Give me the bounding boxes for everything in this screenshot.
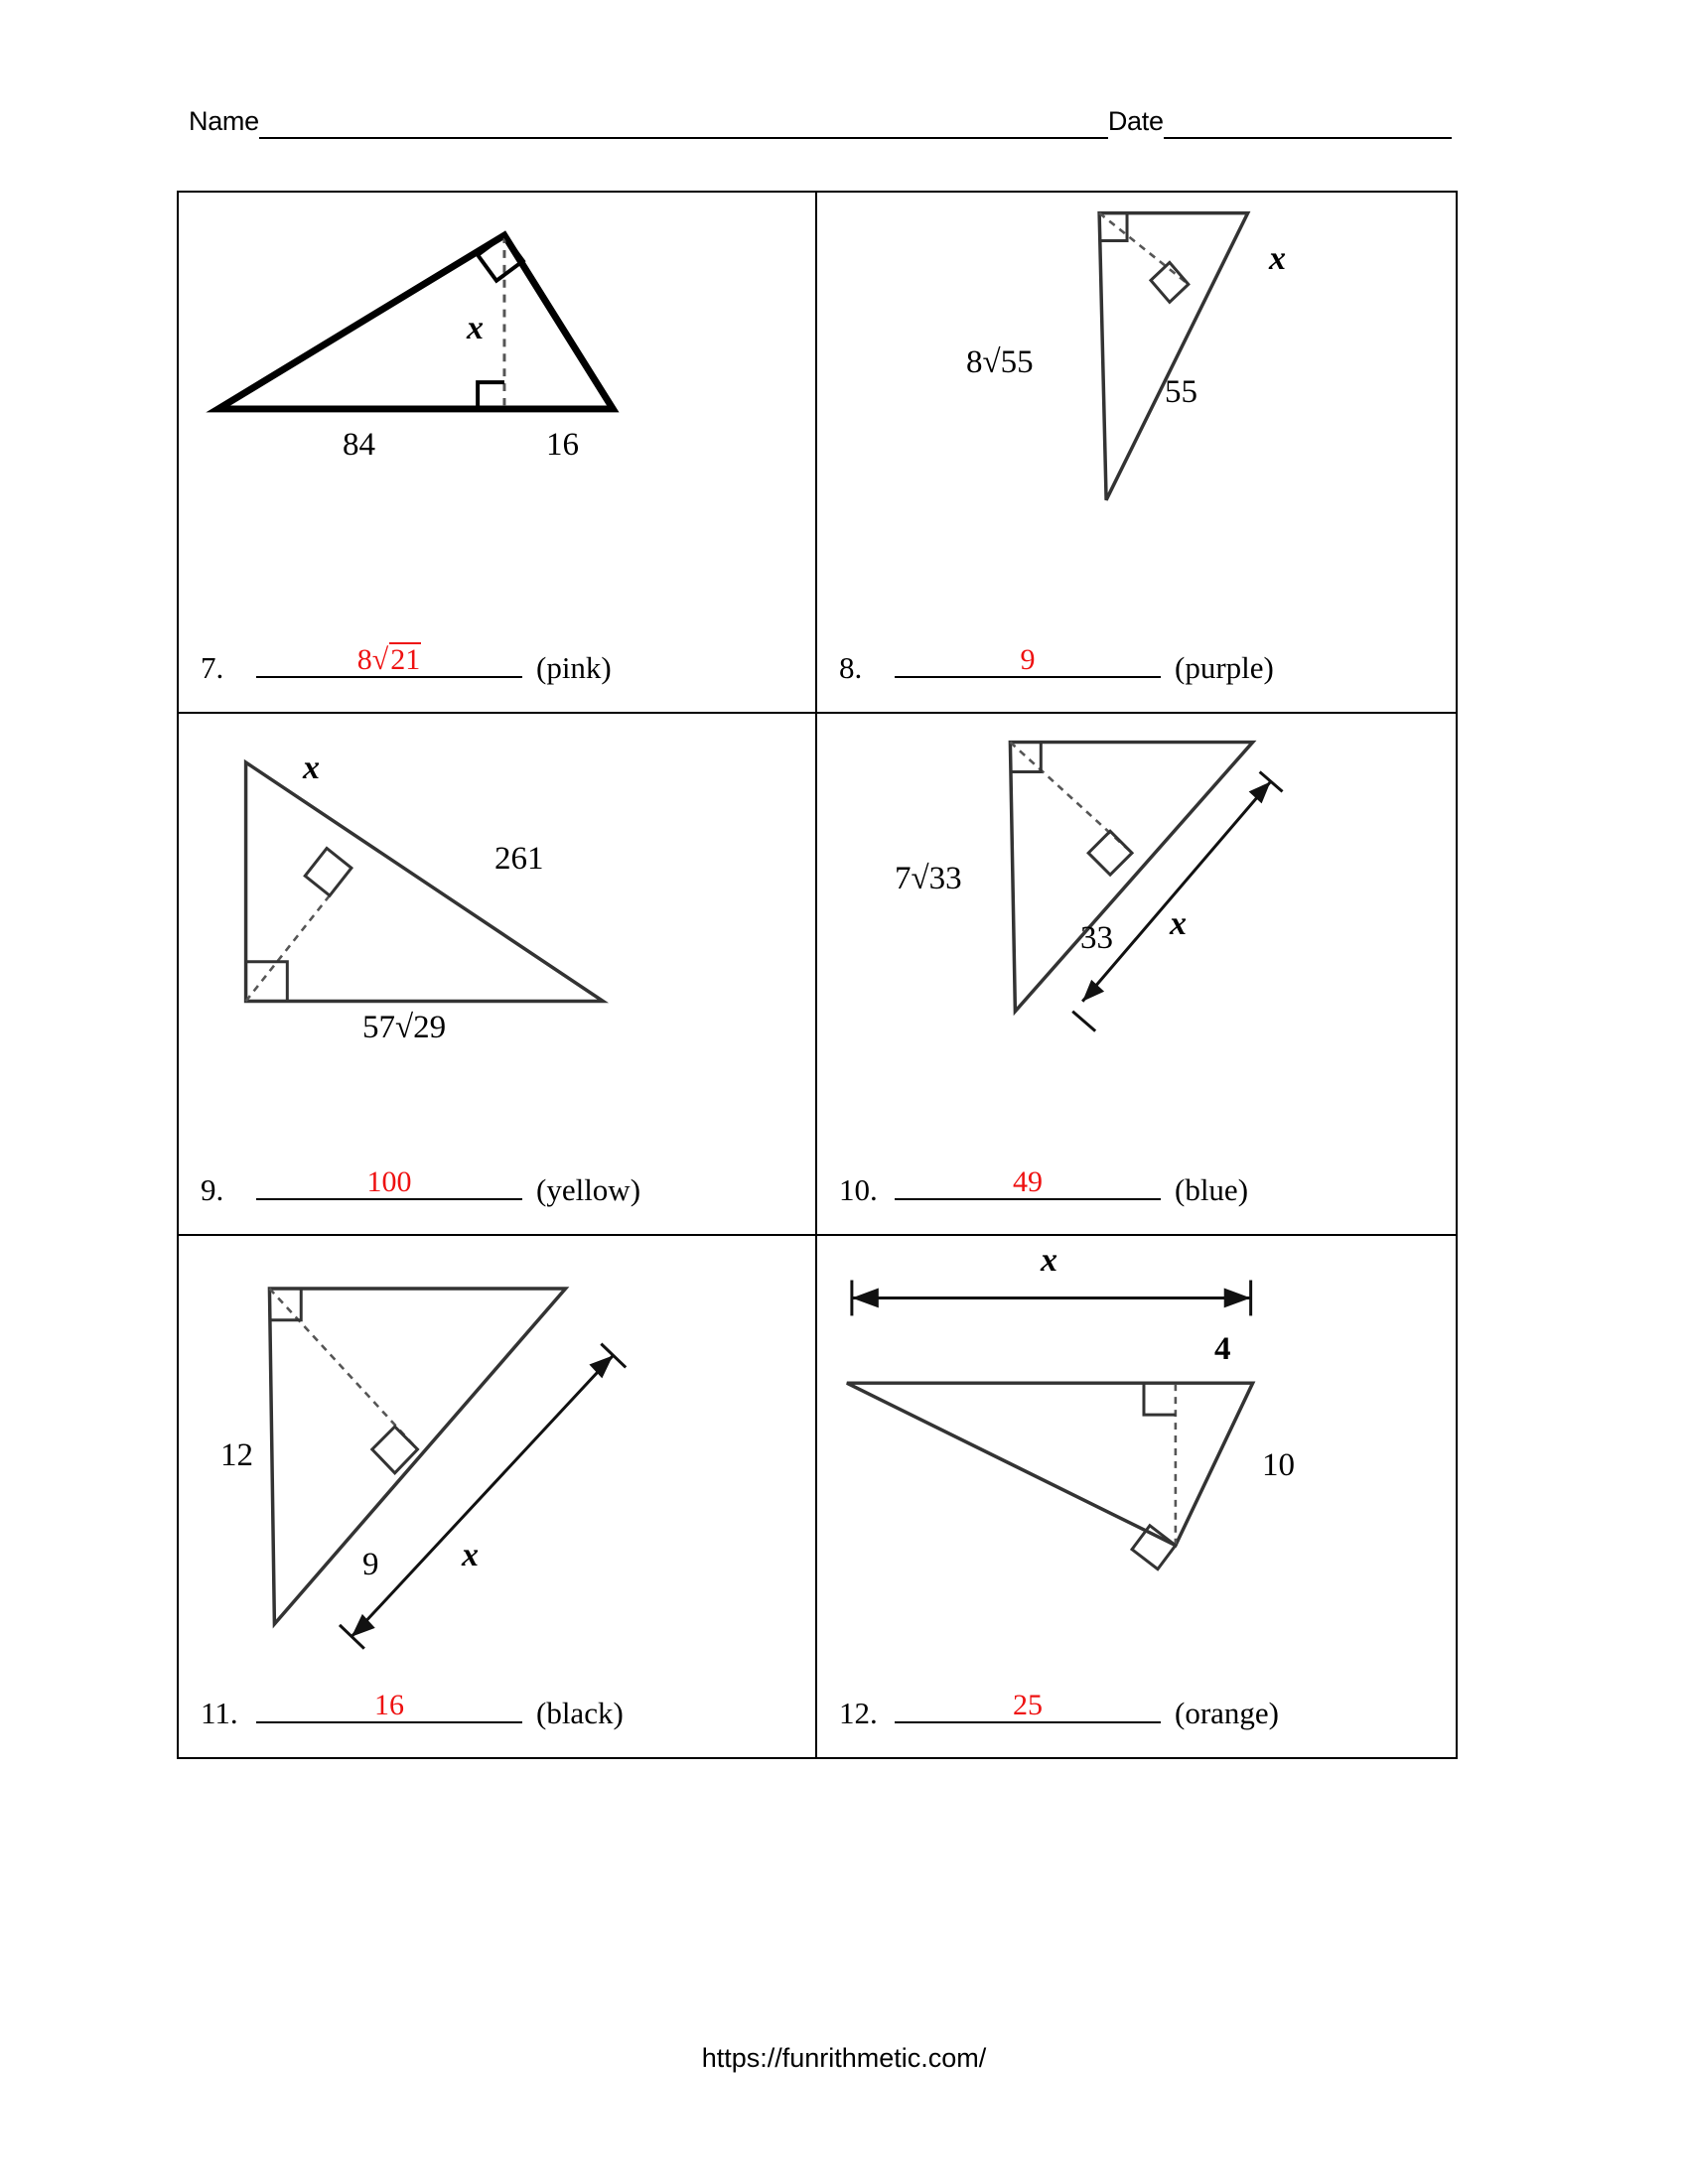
answer-value-7: 8√21 [356,642,421,676]
answer-value-11: 16 [374,1688,404,1721]
label-x-8: x [1269,240,1286,277]
figure-12 [817,1236,1456,1653]
color-tag-7: (pink) [536,650,612,686]
problem-cell-8 [817,193,1456,714]
figure-9 [179,714,815,1131]
figure-7 [179,193,815,610]
label-hyp-9: 261 [494,841,544,878]
label-leg-8: 8√55 [966,344,1034,380]
answer-value-10: 49 [1013,1164,1043,1198]
name-label: Name [189,106,259,136]
figure-8 [817,193,1456,610]
answer-blank-12[interactable] [895,1688,1161,1723]
date-label: Date [1107,106,1164,136]
answer-blank-7[interactable] [256,642,522,678]
label-hyp-10: 33 [1080,920,1113,957]
date-blank-line[interactable] [1164,107,1452,139]
answer-blank-10[interactable] [895,1164,1161,1200]
answer-value-8: 9 [1020,643,1036,677]
label-x-11: x [462,1536,479,1573]
figure-10 [817,714,1456,1131]
answer-row-11 [201,1688,624,1731]
color-tag-8: (purple) [1175,650,1274,686]
label-x-7: x [467,310,484,346]
label-base-left-7: 84 [343,427,375,463]
label-x-9: x [303,750,320,787]
label-x-12: x [1041,1241,1057,1279]
answer-blank-9[interactable] [256,1164,522,1200]
question-number-10: 10. [839,1171,878,1207]
answer-blank-11[interactable] [256,1688,522,1723]
question-number-8: 8. [839,650,863,686]
question-number-12: 12. [839,1695,878,1730]
worksheet-header [189,95,1499,139]
answer-row-10 [839,1164,1248,1208]
label-leg-10: 7√33 [895,861,962,897]
question-number-7: 7. [201,650,224,686]
problem-cell-12 [817,1236,1456,1757]
answer-row-12 [839,1688,1279,1731]
problem-grid [177,191,1458,1759]
label-x-10: x [1170,905,1187,943]
problem-cell-9 [179,714,817,1235]
problem-cell-10 [817,714,1456,1235]
answer-row-9 [201,1164,640,1208]
footer-url[interactable]: https://funrithmetic.com/ [701,2043,987,2073]
label-base-9: 57√29 [362,1010,447,1046]
question-number-11: 11. [201,1695,238,1730]
label-leg-11: 12 [220,1436,253,1473]
label-side-12: 10 [1262,1446,1295,1483]
figure-11 [179,1236,815,1653]
color-tag-9: (yellow) [536,1171,641,1207]
label-seg-top-12: 4 [1214,1330,1231,1367]
answer-value-12: 25 [1013,1688,1043,1721]
color-tag-12: (orange) [1175,1695,1279,1730]
color-tag-10: (blue) [1175,1171,1249,1207]
name-blank-line[interactable] [259,107,1108,139]
label-base-right-7: 16 [546,427,579,463]
problem-cell-11 [179,1236,817,1757]
color-tag-11: (black) [536,1695,624,1730]
answer-value-9: 100 [366,1164,412,1198]
answer-row-8 [839,642,1274,686]
answer-row-7 [201,642,612,686]
question-number-9: 9. [201,1171,224,1207]
problem-cell-7 [179,193,817,714]
label-hyp-8: 55 [1165,374,1197,410]
label-hyp-11: 9 [362,1546,379,1582]
answer-blank-8[interactable] [895,642,1161,678]
